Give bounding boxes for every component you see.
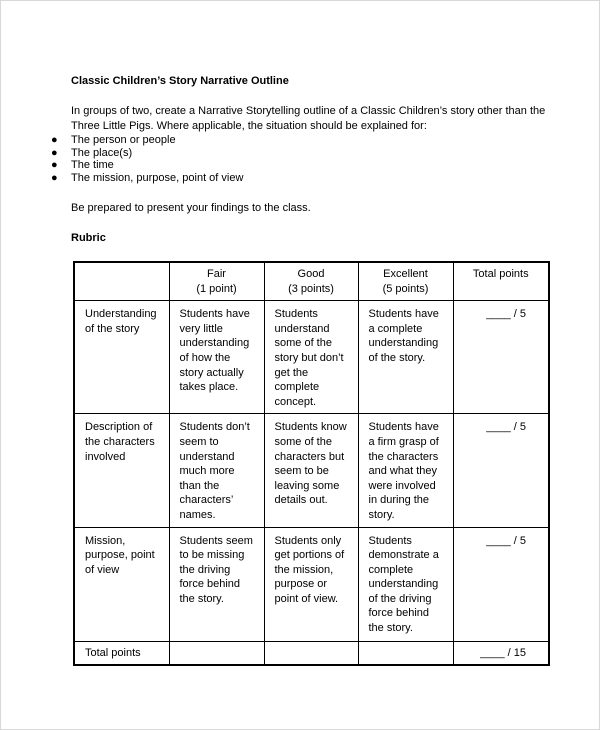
score-cell: ____ / 5 [453,527,549,641]
requirements-list [51,134,243,185]
empty-cell [358,641,453,665]
prepare-note: Be prepared to present your findings to the class. [71,202,311,214]
criterion-cell: Mission, purpose, point of view [74,527,169,641]
header-cell-fair: Fair (1 point) [169,262,264,301]
fair-cell: Students have very little understanding of how the story actually takes place. [169,301,264,414]
criterion-cell: Description of the characters involved [74,414,169,527]
score-cell: ____ / 5 [453,414,549,527]
list-item [51,147,243,160]
table-row [74,414,549,527]
fair-cell: Students seem to be missing the driving force behind the story. [169,527,264,641]
table-header-row [74,262,549,301]
document-title: Classic Children’s Story Narrative Outline [71,75,289,87]
total-label-cell: Total points [74,641,169,665]
list-item [51,159,243,172]
table-row [74,301,549,414]
excellent-cell: Students have a complete understanding of the story. [358,301,453,414]
fair-cell: Students don’t seem to understand much more than the characters’ names. [169,414,264,527]
excellent-cell: Students demonstrate a complete understanding of the driving force behind the story. [358,527,453,641]
total-score-cell: ____ / 15 [453,641,549,665]
empty-cell [169,641,264,665]
empty-cell [264,641,358,665]
list-item [51,134,243,147]
list-item-text: The person or people [71,134,176,146]
bullet-icon: ● [51,172,58,185]
list-item-text: The time [71,159,114,172]
header-cell-empty [74,262,169,301]
bullet-icon: ● [51,146,58,159]
good-cell: Students know some of the characters but seem to be leaving some details out. [264,414,358,527]
list-item-text: The mission, purpose, point of view [71,172,244,185]
intro-paragraph: In groups of two, create a Narrative Storytelling outline of a Classic Children’s story other than the Three Little Pigs. Where applicable, the situation should be explained for: [71,105,546,132]
table-total-row [74,641,549,665]
header-cell-excellent: Excellent (5 points) [358,262,453,301]
score-cell: ____ / 5 [453,301,549,414]
table-row [74,527,549,641]
rubric-table [73,261,550,666]
bullet-icon: ● [51,134,58,146]
header-cell-good: Good (3 points) [264,262,358,301]
rubric-heading: Rubric [71,232,106,244]
bullet-icon: ● [51,159,58,172]
good-cell: Students understand some of the story but don’t get the complete concept. [264,301,358,414]
header-cell-total: Total points [453,262,549,301]
good-cell: Students only get portions of the mission, purpose or point of view. [264,527,358,641]
list-item [51,172,243,185]
criterion-cell: Understanding of the story [74,301,169,414]
excellent-cell: Students have a firm grasp of the characters and what they were involved in during the story. [358,414,453,527]
list-item-text: The place(s) [71,146,133,159]
